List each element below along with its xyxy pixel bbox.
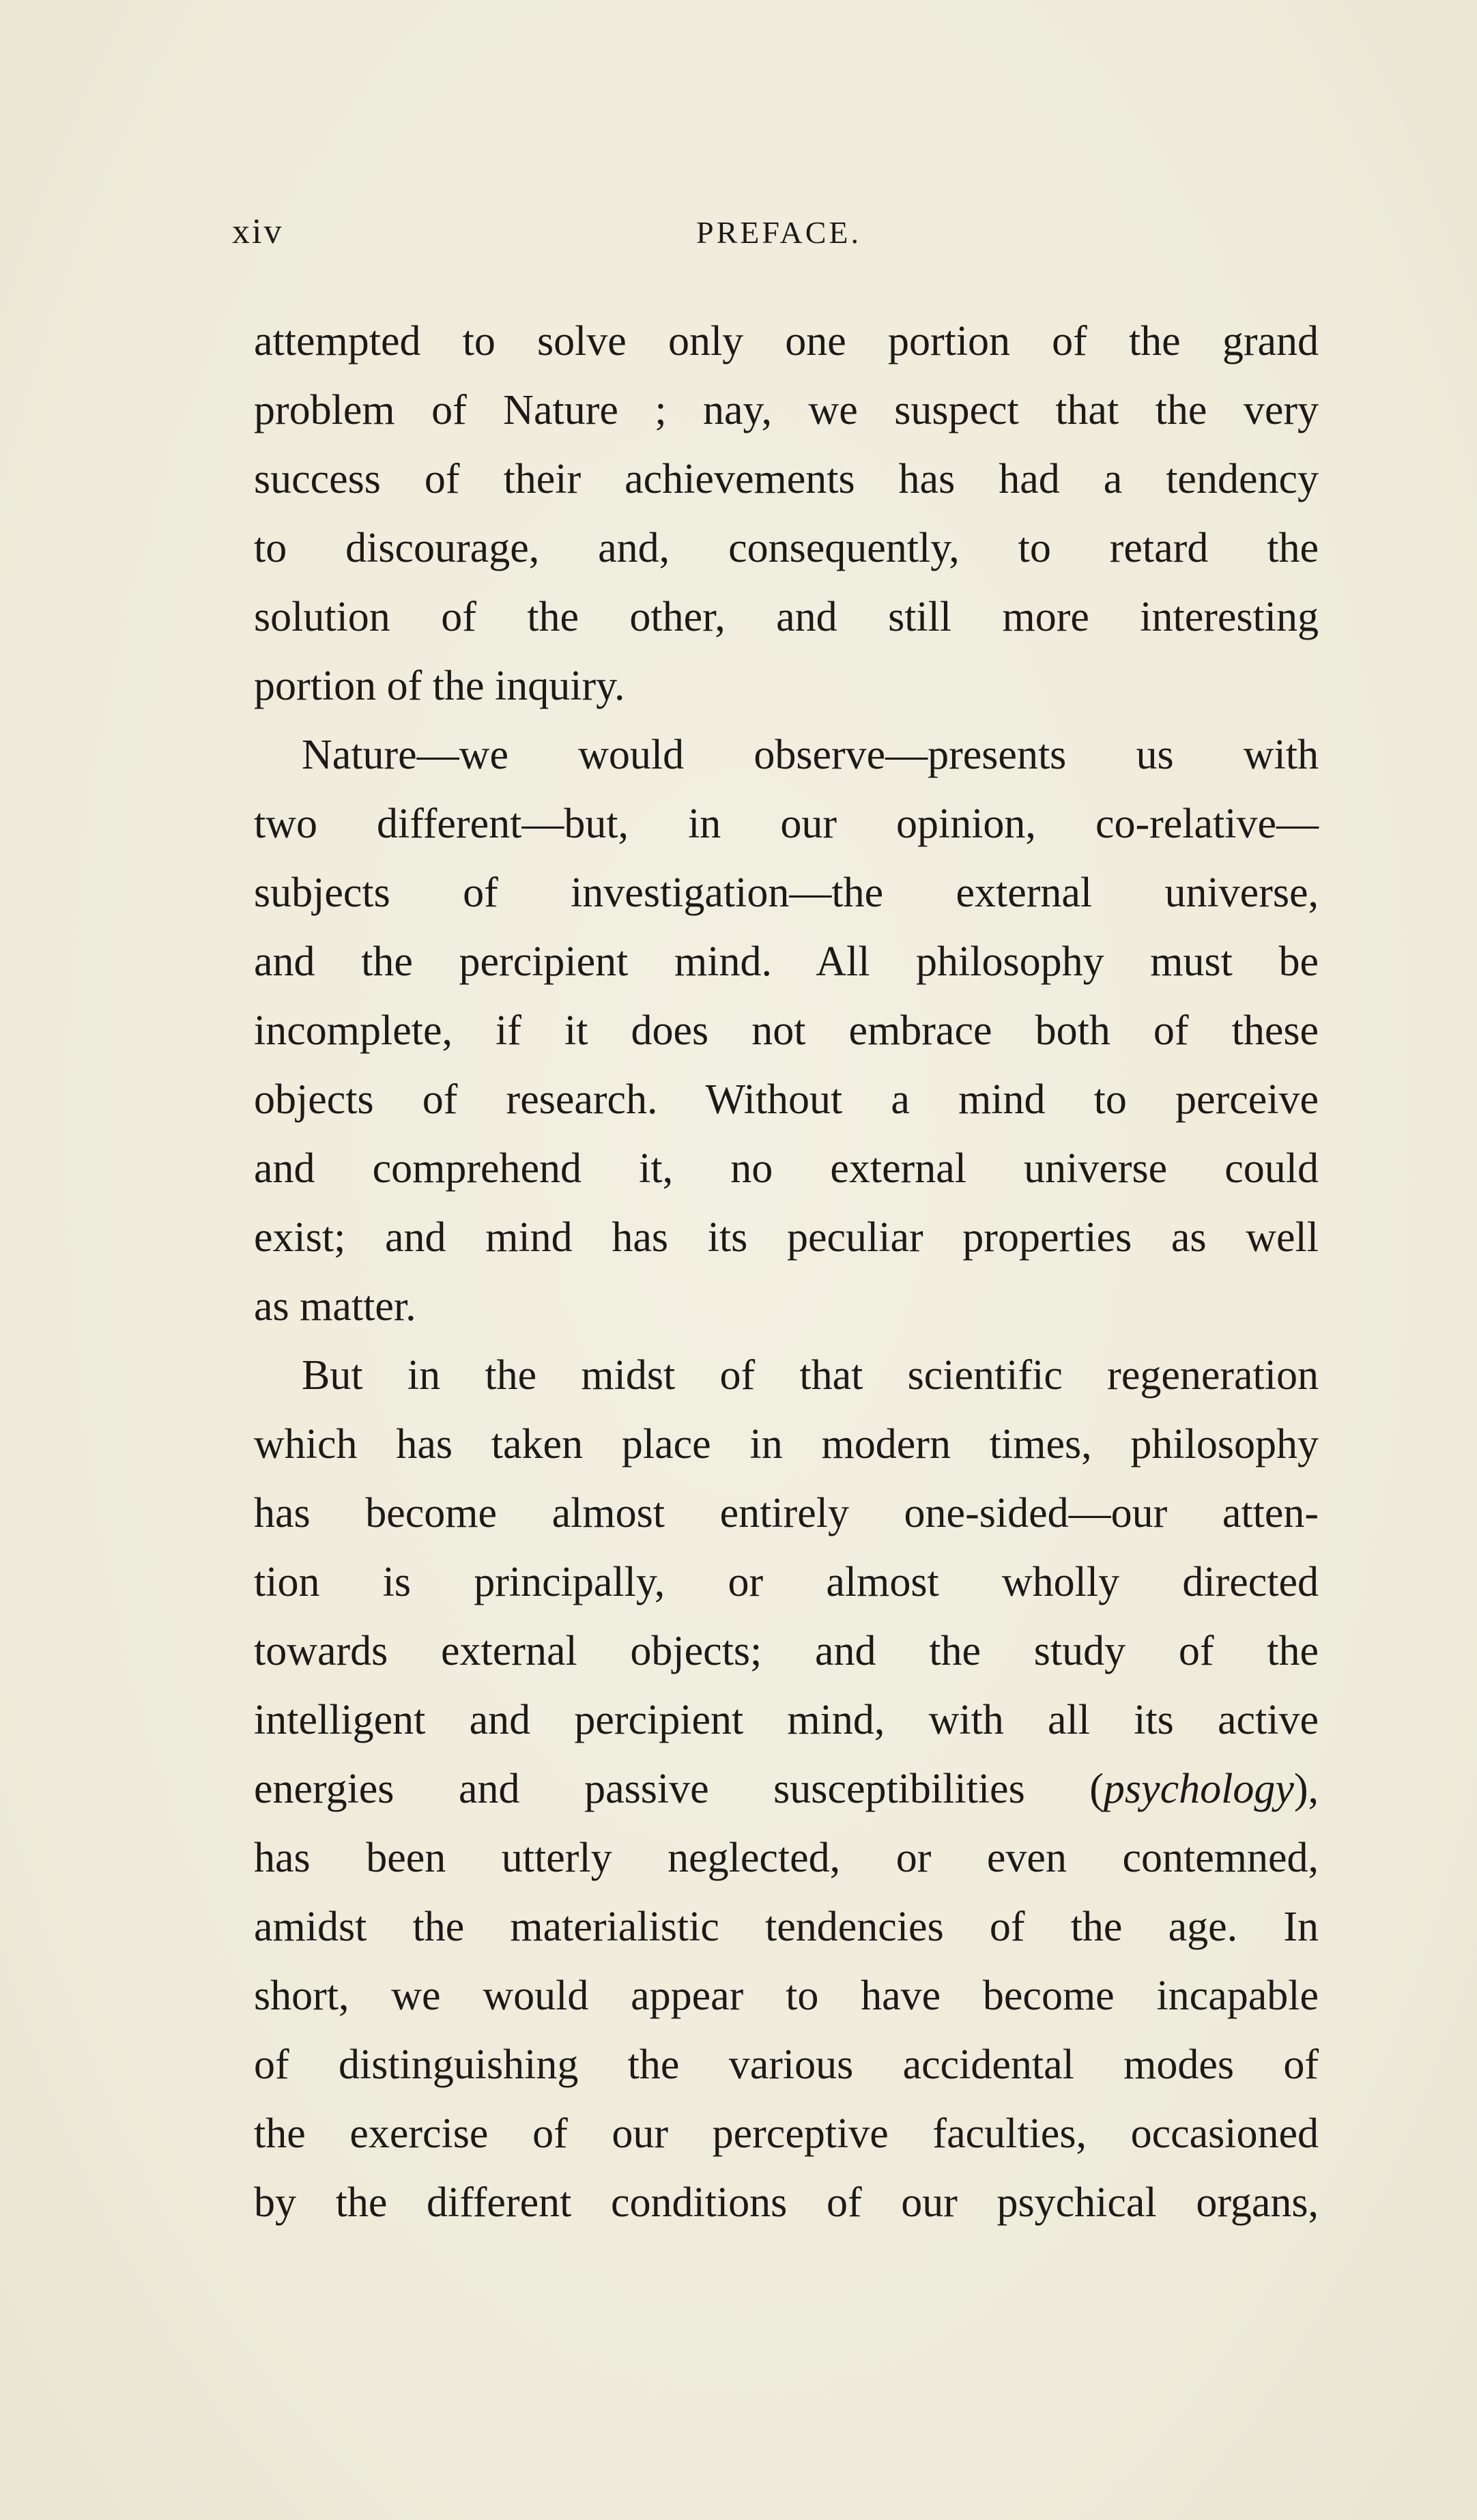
text-line: problem of Nature ; nay, we suspect that the very [254,387,1319,433]
text-line: and the percipient mind. All philosophy must be [254,939,1319,985]
text-line: intelligent and percipient mind, with all its active [254,1697,1319,1743]
text-segment: ), [1293,1766,1319,1812]
text-line: of distinguishing the various accidental modes of [254,2042,1319,2088]
text-line: the exercise of our perceptive faculties, occasioned [254,2110,1319,2157]
text-line: attempted to solve only one portion of the grand [254,318,1319,364]
text-line: by the different conditions of our psychical organs, [254,2179,1319,2226]
text-line: incomplete, if it does not embrace both of these [254,1007,1319,1054]
text-line: to discourage, and, consequently, to retard the [254,525,1319,571]
text-line: short, we would appear to have become incapable [254,1973,1319,2019]
text-line: objects of research. Without a mind to perceive [254,1076,1319,1123]
running-title: PREFACE. [696,215,862,250]
italic-term: psychology [1103,1766,1294,1812]
text-line-with-italic [254,1755,1319,1824]
text-line: as matter. [254,1283,416,1330]
text-line: amidst the materialistic tendencies of the age. In [254,1904,1319,1950]
text-line: which has taken place in modern times, philosophy [254,1421,1319,1467]
text-line: has been utterly neglected, or even contemned, [254,1835,1319,1881]
text-line: But in the midst of that scientific regeneration [302,1352,1319,1399]
text-line: Nature—we would observe—presents us with [302,732,1319,778]
text-line: and comprehend it, no external universe could [254,1145,1319,1192]
body-text [254,307,1319,2237]
page-number: xiv [232,212,284,251]
text-line: has become almost entirely one-sided—our atten- [254,1490,1319,1536]
text-line: tion is principally, or almost wholly directed [254,1559,1319,1605]
running-head [232,212,1324,266]
text-line: subjects of investigation—the external universe, [254,870,1319,916]
text-line: success of their achievements has had a tendency [254,456,1319,502]
text-line: portion of the inquiry. [254,663,625,709]
text-line: towards external objects; and the study of the [254,1628,1319,1674]
text-line: exist; and mind has its peculiar properties as well [254,1214,1319,1261]
text-line: solution of the other, and still more interesting [254,594,1319,640]
text-segment: energies and passive susceptibilities ( [254,1766,1104,1812]
text-line: two different—but, in our opinion, co-relative— [254,801,1319,847]
